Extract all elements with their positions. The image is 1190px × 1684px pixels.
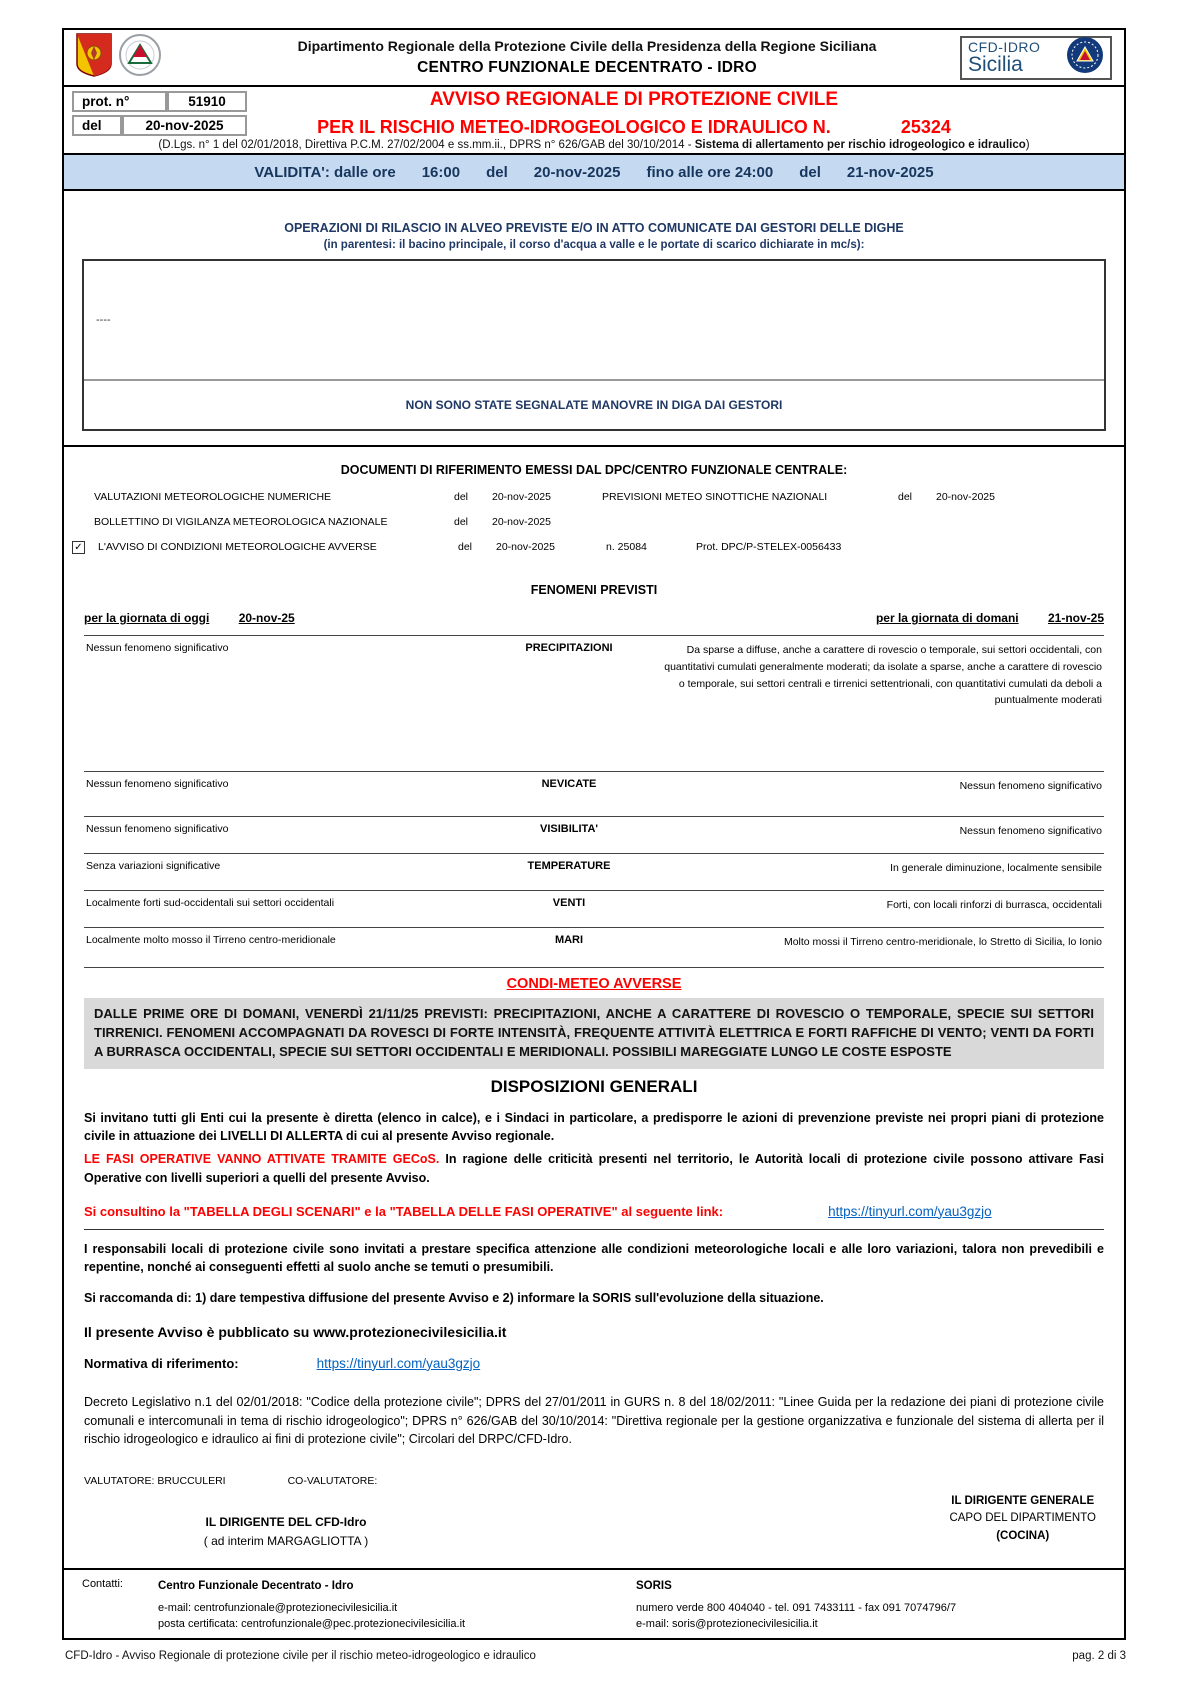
doc1-date2: 20-nov-2025 (936, 491, 995, 503)
disposizioni-p1: Si invitano tutti gli Enti cui la presente è diretta (elenco in calce), e i Sindaci in particolare, a predisporre le azioni di prevenzione previste nei propri piani di protezione civile in attuazione dei LIVELLI DI ALLERTA di cui al presente Avviso regionale. (84, 1110, 1104, 1144)
table-row-mari (84, 927, 1104, 968)
documents-title: DOCUMENTI DI RIFERIMENTO EMESSI DAL DPC/CENTRO FUNZIONALE CENTRALE: (340, 463, 848, 477)
doc1-name2: PREVISIONI METEO SINOTTICHE NAZIONALI (602, 491, 828, 503)
document-row-3 (74, 541, 1094, 554)
fenomeni-table (84, 635, 1104, 968)
temperature-label: TEMPERATURE (527, 860, 611, 872)
contacts-cfd-email: e-mail: centrofunzionale@protezionecivilesicilia.it (158, 1601, 398, 1614)
protezione-civile-nazionale-logo-icon (118, 33, 162, 82)
precipitazioni-tomorrow: Da sparse a diffuse, anche a carattere di rovescio o temporale, sui settori occidentali, con quantitativi cumulati generalmente moderati; da isolate a sparse, anche a carattere di rovescio o temporale, sui settori centrali e tirrenici settentrionali, con quantitativi cumulati da deboli a puntualmente moderati (664, 644, 1102, 707)
prot-date-value: 20-nov-2025 (122, 115, 247, 136)
precipitazioni-today: Nessun fenomeno significativo (86, 642, 229, 654)
tomorrow-header (876, 611, 1104, 625)
doc3-date: 20-nov-2025 (496, 541, 555, 553)
contacts-label: Contatti: (82, 1578, 123, 1590)
doc3-name: L'AVVISO DI CONDIZIONI METEOROLOGICHE AVVERSE (98, 541, 377, 553)
temperature-today: Senza variazioni significative (86, 860, 221, 872)
today-header (84, 611, 295, 625)
mari-today: Localmente molto mosso il Tirreno centro-meridionale (86, 934, 336, 946)
fenomeni-date-row (84, 611, 1104, 625)
visibilita-tomorrow: Nessun fenomeno significativo (959, 825, 1102, 837)
interim-name: ( ad interim MARGAGLIOTTA ) (203, 1534, 369, 1549)
doc1-del: del (454, 491, 469, 503)
scenari-link-url[interactable]: https://tinyurl.com/yau3gzjo (828, 1203, 992, 1219)
doc1-date: 20-nov-2025 (492, 491, 551, 503)
protocol-row-date (72, 115, 247, 136)
document-header (64, 30, 1124, 87)
disposizioni-title: DISPOSIZIONI GENERALI (490, 1076, 698, 1096)
dighe-box (82, 259, 1106, 431)
temperature-tomorrow: In generale diminuzione, localmente sensibile (890, 862, 1102, 874)
dighe-section (64, 191, 1124, 447)
contacts-cfd-pec: posta certificata: centrofunzionale@pec.protezionecivilesicilia.it (158, 1617, 466, 1630)
condimeteo-section (64, 976, 1124, 1069)
legal-pre: (D.Lgs. n° 1 del 02/01/2018, Direttiva P.C.M. 27/02/2004 e ss.mm.ii., DPRS n° 626/GAB del 30/10/2014 - (158, 139, 695, 151)
dighe-subheader: (in parentesi: il bacino principale, il corso d'acqua a valle e le portate di scarico dichiarate in mc/s): (323, 239, 865, 251)
doc3-del: del (458, 541, 473, 553)
validity-until: fino alle ore 24:00 (646, 163, 774, 181)
fenomeni-section (64, 583, 1124, 968)
valutatore-text: VALUTATORE: BRUCCULERI (84, 1475, 226, 1488)
legal-bold: Sistema di allertamento per rischio idrogeologico e idraulico (694, 139, 1026, 151)
gecos-red-text: LE FASI OPERATIVE VANNO ATTIVATE TRAMITE GECoS. (84, 1152, 440, 1167)
condimeteo-title: CONDI-METEO AVVERSE (506, 976, 682, 992)
mari-label: MARI (554, 934, 584, 946)
table-row-venti (84, 890, 1104, 927)
cfd-emblem-icon (1066, 36, 1104, 79)
section-divider (84, 1229, 1104, 1230)
doc3-check-cell (72, 541, 98, 554)
validity-from-time: 16:00 (421, 163, 461, 181)
page-footer (65, 1650, 1126, 1662)
table-row-nevicate (84, 771, 1104, 816)
contacts-cfd-block (158, 1578, 465, 1633)
cfd-idro-sicilia-logo (960, 36, 1112, 80)
disposizioni-p2 (84, 1150, 1104, 1188)
contacts-soris-block (636, 1578, 956, 1633)
documents-section (64, 447, 1124, 573)
table-row-visibilita (84, 816, 1104, 853)
venti-today: Localmente forti sud-occidentali sui settori occidentali (86, 897, 335, 909)
legal-reference-line (64, 139, 1124, 151)
contacts-soris-phone: numero verde 800 404040 - tel. 091 7433111 - fax 091 7074796/7 (636, 1601, 957, 1614)
doc3-prot: Prot. DPC/P-STELEX-0056433 (696, 541, 842, 553)
nevicate-label: NEVICATE (541, 778, 597, 790)
title-section (64, 87, 1124, 155)
main-title-block (264, 89, 1004, 138)
normativa-link-url[interactable]: https://tinyurl.com/yau3gzjo (316, 1355, 481, 1371)
table-row-precipitazioni (84, 635, 1104, 771)
prot-date-label: del (72, 115, 122, 136)
tomorrow-label: per la giornata di domani (875, 611, 1019, 625)
legal-post: ) (1025, 139, 1030, 151)
validity-bar (64, 155, 1124, 191)
protocol-table (72, 91, 247, 139)
dighe-header: OPERAZIONI DI RILASCIO IN ALVEO PREVISTE E/O IN ATTO COMUNICATE DAI GESTORI DELLE DIGHE (284, 221, 904, 235)
normativa-label: Normativa di riferimento: (84, 1355, 239, 1371)
prot-number-label: prot. n° (72, 91, 167, 112)
dirigente-cfd-title: IL DIRIGENTE DEL CFD-Idro (205, 1515, 367, 1530)
prot-number-value: 51910 (167, 91, 247, 112)
venti-label: VENTI (552, 897, 586, 909)
nevicate-tomorrow: Nessun fenomeno significativo (959, 780, 1102, 792)
signatures-zone (84, 1493, 1104, 1567)
venti-tomorrow: Forti, con locali rinforzi di burrasca, occidentali (886, 899, 1102, 911)
document-row-1 (94, 491, 1094, 503)
cfd-logo-text (968, 40, 1040, 75)
dirigente-generale-title: IL DIRIGENTE GENERALE (951, 1495, 1095, 1508)
header-logos (64, 33, 214, 82)
footer-left-text: CFD-Idro - Avviso Regionale di protezione civile per il rischio meteo-idrogeologico e idraulico (65, 1650, 536, 1662)
capo-dipartimento-title: CAPO DEL DIPARTIMENTO (949, 1512, 1096, 1525)
document-page (62, 28, 1126, 1640)
visibilita-label: VISIBILITA' (539, 823, 599, 835)
gecos-rest-text: In ragione delle criticità presenti nel territorio, le Autorità locali di protezione civile possono attivare Fasi Operative con livelli superiori a quelli del presente Avviso. (84, 1152, 1105, 1185)
contacts-soris-name: SORIS (636, 1580, 672, 1592)
doc1-del2: del (898, 491, 913, 503)
cocina-name: (COCINA) (996, 1529, 1050, 1542)
condimeteo-text: DALLE PRIME ORE DI DOMANI, VENERDÌ 21/11/25 PREVISTI: PRECIPITAZIONI, ANCHE A CARATTERE DI ROVESCIO O TEMPORALE, SPECIE SUI SETTORI TIRRENICI. FENOMENI ACCOMPAGNATI DA ROVESCI DI FORTE INTENSITÀ, FREQUENTE ATTIVITÀ ELETTRICA E FORTI RAFFICHE DI VENTO; VENTI DA FORTI A BURRASCA OCCIDENTALI, SPECIE SUI SETTORI OCCIDENTALI E MERIDIONALI. POSSIBILI MAREGGIATE LUNGO LE COSTE ESPOSTE (84, 998, 1104, 1069)
mari-tomorrow: Molto mossi il Tirreno centro-meridionale, lo Stretto di Sicilia, lo Ionio (783, 936, 1102, 948)
visibilita-today: Nessun fenomeno significativo (86, 823, 229, 835)
avviso-number: 25324 (900, 117, 951, 137)
protocol-row-number (72, 91, 247, 112)
checked-checkbox-icon[interactable]: ✓ (72, 541, 85, 554)
dirigente-generale-block (949, 1493, 1096, 1545)
doc2-name: BOLLETTINO DI VIGILANZA METEOROLOGICA NAZIONALE (94, 516, 388, 528)
department-line: Dipartimento Regionale della Protezione Civile della Presidenza della Regione Siciliana (297, 38, 877, 54)
dighe-content: ---- (84, 261, 1104, 381)
validity-del1: del (486, 163, 508, 181)
contacts-cfd-name: Centro Funzionale Decentrato - Idro (158, 1580, 354, 1592)
main-title-line2 (264, 117, 1004, 138)
pubblicato-line: Il presente Avviso è pubblicato su www.protezionecivilesicilia.it (84, 1323, 507, 1340)
fenomeni-title: FENOMENI PREVISTI (530, 583, 658, 597)
validity-label: VALIDITA': dalle ore (254, 163, 396, 181)
disposizioni-p4: Si raccomanda di: 1) dare tempestiva diffusione del presente Avviso e 2) informare la SORIS sull'evoluzione della situazione. (84, 1291, 824, 1306)
disposizioni-section (64, 1077, 1124, 1450)
main-title-line2-text: PER IL RISCHIO METEO-IDROGEOLOGICO E IDRAULICO N. (317, 117, 831, 137)
normativa-row (84, 1356, 1104, 1371)
covalutatore-text: CO-VALUTATORE: (287, 1475, 378, 1488)
dirigente-cfd-block (126, 1513, 446, 1551)
footer-page-number: pag. 2 di 3 (1072, 1650, 1126, 1662)
doc2-del: del (454, 516, 469, 528)
dighe-no-maneuvers: NON SONO STATE SEGNALATE MANOVRE IN DIGA DAI GESTORI (405, 398, 783, 412)
valutatore-row (84, 1475, 1104, 1487)
today-date: 20-nov-25 (238, 611, 295, 625)
nevicate-today: Nessun fenomeno significativo (86, 778, 229, 790)
contacts-section (64, 1568, 1124, 1638)
scenari-link-row (84, 1204, 1104, 1219)
doc2-date: 20-nov-2025 (492, 516, 551, 528)
cfd-logo-line2: Sicilia (968, 53, 1023, 76)
centro-funzionale-line: CENTRO FUNZIONALE DECENTRATO - IDRO (417, 59, 757, 76)
header-titles (214, 38, 960, 77)
tomorrow-date: 21-nov-25 (1047, 611, 1104, 625)
disposizioni-p3: I responsabili locali di protezione civile sono invitati a prestare specifica attenzione alle condizioni meteorologiche locali e alle loro variazioni, talora non prevedibili e repentine, nonché ai conseguenti effetti al suolo anche se temuti o presumibili. (84, 1241, 1104, 1275)
doc3-number: n. 25084 (606, 541, 647, 553)
precipitazioni-label: PRECIPITAZIONI (525, 642, 613, 654)
sicily-coat-of-arms-icon (76, 33, 112, 82)
table-row-temperature (84, 853, 1104, 890)
scenari-link-label: Si consultino la "TABELLA DEGLI SCENARI" e la "TABELLA DELLE FASI OPERATIVE" al seguente link: (84, 1203, 724, 1219)
decreto-paragraph: Decreto Legislativo n.1 del 02/01/2018: "Codice della protezione civile"; DPRS del 27/01/2011 in GURS n. 8 del 18/02/2011: "Linee Guida per la redazione dei piani di protezione civile comunali e intercomunali in tema di rischio idrogeologico"; DPRS n° 626/GAB del 30/10/2014: "Direttiva regionale per la gestione organizzativa e funzionale del sistema di allerta per il rischio idrogeologico e idraulico ai fini di protezione civile"; Circolari del DRPC/CFD-Idro. (84, 1394, 1104, 1447)
doc1-name: VALUTAZIONI METEOROLOGICHE NUMERICHE (94, 491, 332, 503)
document-row-2 (94, 516, 1094, 528)
today-label: per la giornata di oggi (84, 611, 210, 625)
contacts-soris-email: e-mail: soris@protezionecivilesicilia.it (636, 1617, 818, 1630)
validity-del2: del (799, 163, 821, 181)
main-title-line1: AVVISO REGIONALE DI PROTEZIONE CIVILE (429, 89, 839, 110)
validity-to-date: 21-nov-2025 (846, 163, 934, 181)
cfd-logo-line1: CFD-IDRO (968, 39, 1041, 55)
validity-from-date: 20-nov-2025 (533, 163, 621, 181)
